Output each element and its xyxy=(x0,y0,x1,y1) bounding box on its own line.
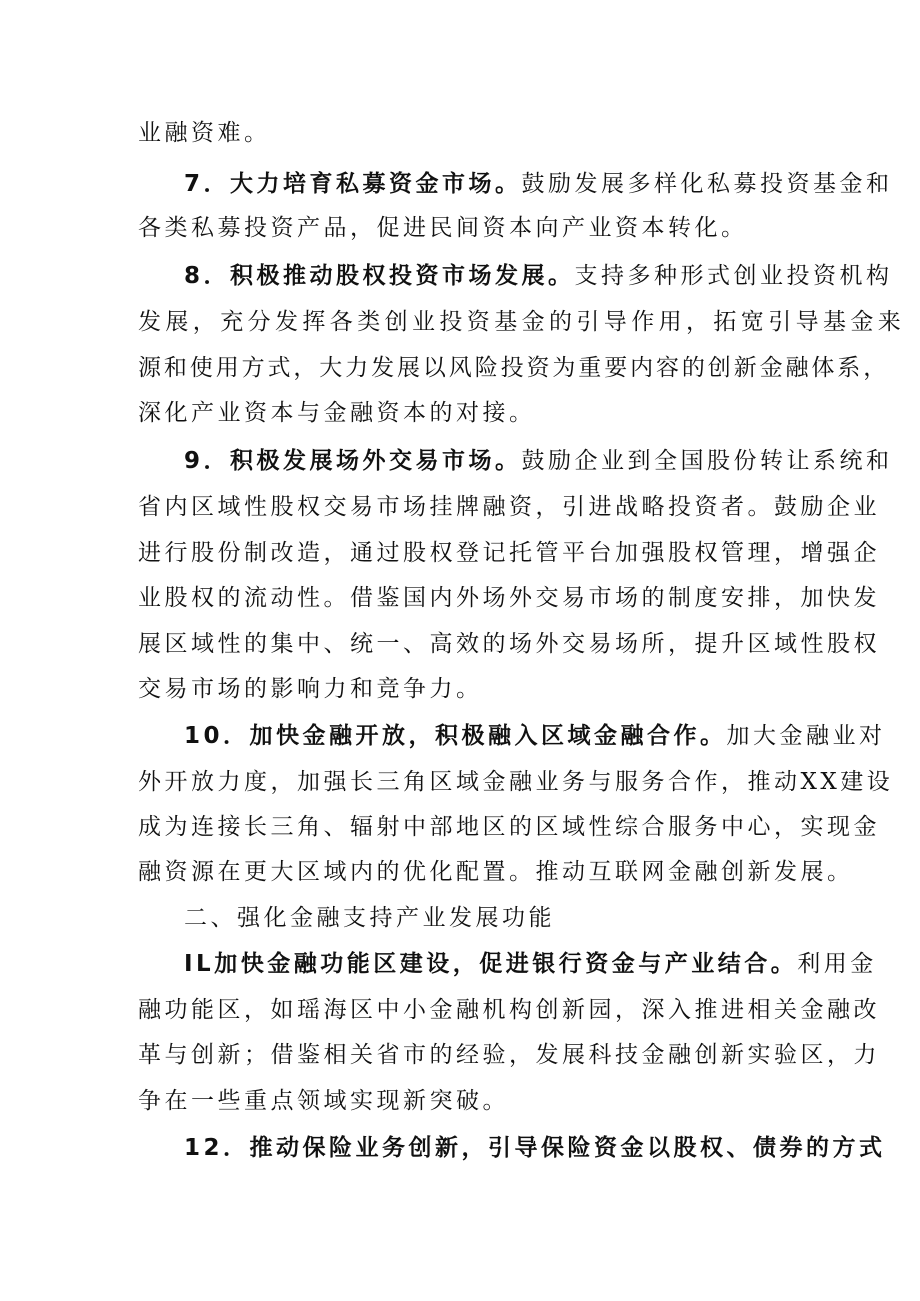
item-8-heading-line xyxy=(0,256,920,296)
item-11-heading-line xyxy=(0,944,920,984)
item-9-heading-line xyxy=(0,441,920,481)
paragraph-line xyxy=(0,762,920,802)
paragraph-line xyxy=(0,533,920,573)
paragraph-line xyxy=(0,208,920,248)
line-text: 争在一些重点领域实现新突破。 xyxy=(138,1088,509,1114)
paragraph-line xyxy=(0,624,920,664)
line-text: 各类私募投资产品，促进民间资本向产业资本转化。 xyxy=(138,215,748,241)
line-text: 发展，充分发挥各类创业投资基金的引导作用，拓宽引导基金来 xyxy=(138,309,906,335)
paragraph-line xyxy=(0,1035,920,1075)
paragraph-line xyxy=(0,113,920,153)
paragraph-line xyxy=(0,1081,920,1121)
paragraph-line xyxy=(0,302,920,342)
line-text: 加大金融业对 xyxy=(726,723,886,749)
line-text: 支持多种形式创业投资机构 xyxy=(574,263,893,289)
section-heading: 二、强化金融支持产业发展功能 xyxy=(184,905,555,931)
line-text: 进行股份制改造，通过股权登记托管平台加强股权管理，增强企 xyxy=(138,540,880,566)
paragraph-line xyxy=(0,393,920,433)
item-12-heading: 12．推动保险业务创新，引导保险资金以股权、债券的方式 xyxy=(184,1135,886,1161)
line-text: 成为连接长三角、辐射中部地区的区域性综合服务中心，实现金 xyxy=(138,814,880,840)
line-text: 省内区域性股权交易市场挂牌融资，引进战略投资者。鼓励企业 xyxy=(138,494,880,520)
paragraph-line xyxy=(0,807,920,847)
line-text: 外开放力度，加强长三角区域金融业务与服务合作，推动XX建设 xyxy=(138,769,894,795)
line-text: 源和使用方式，大力发展以风险投资为重要内容的创新金融体系， xyxy=(138,355,890,381)
line-text: 融功能区，如瑶海区中小金融机构创新园，深入推进相关金融改 xyxy=(138,997,880,1023)
line-text: 交易市场的影响力和竞争力。 xyxy=(138,676,483,702)
line-text: 革与创新；借鉴相关省市的经验，发展科技金融创新实验区，力 xyxy=(138,1042,880,1068)
item-8-heading: 8．积极推动股权投资市场发展。 xyxy=(184,263,575,289)
section-heading-line xyxy=(0,898,920,938)
paragraph-line xyxy=(0,669,920,709)
line-text: 融资源在更大区域内的优化配置。推动互联网金融创新发展。 xyxy=(138,859,854,885)
paragraph-line xyxy=(0,348,920,388)
paragraph-line xyxy=(0,852,920,892)
line-text: 深化产业资本与金融资本的对接。 xyxy=(138,400,536,426)
item-7-heading-line xyxy=(0,164,920,204)
line-text: 利用金 xyxy=(797,951,877,977)
item-10-heading: 10．加快金融开放，积极融入区域金融合作。 xyxy=(184,723,727,749)
item-11-heading: IL加快金融功能区建设，促进银行资金与产业结合。 xyxy=(184,951,798,977)
line-text: 业融资难。 xyxy=(138,120,271,146)
line-text: 展区域性的集中、统一、高效的场外交易场所，提升区域性股权 xyxy=(138,631,880,657)
item-10-heading-line xyxy=(0,716,920,756)
item-9-heading: 9．积极发展场外交易市场。 xyxy=(184,448,522,474)
line-text: 鼓励企业到全国股份转让系统和 xyxy=(521,448,893,474)
item-12-heading-line xyxy=(0,1128,920,1168)
paragraph-line xyxy=(0,990,920,1030)
line-text: 业股权的流动性。借鉴国内外场外交易市场的制度安排，加快发 xyxy=(138,585,880,611)
paragraph-line xyxy=(0,578,920,618)
item-7-heading: 7．大力培育私募资金市场。 xyxy=(184,171,522,197)
paragraph-line xyxy=(0,487,920,527)
line-text: 鼓励发展多样化私募投资基金和 xyxy=(521,171,893,197)
